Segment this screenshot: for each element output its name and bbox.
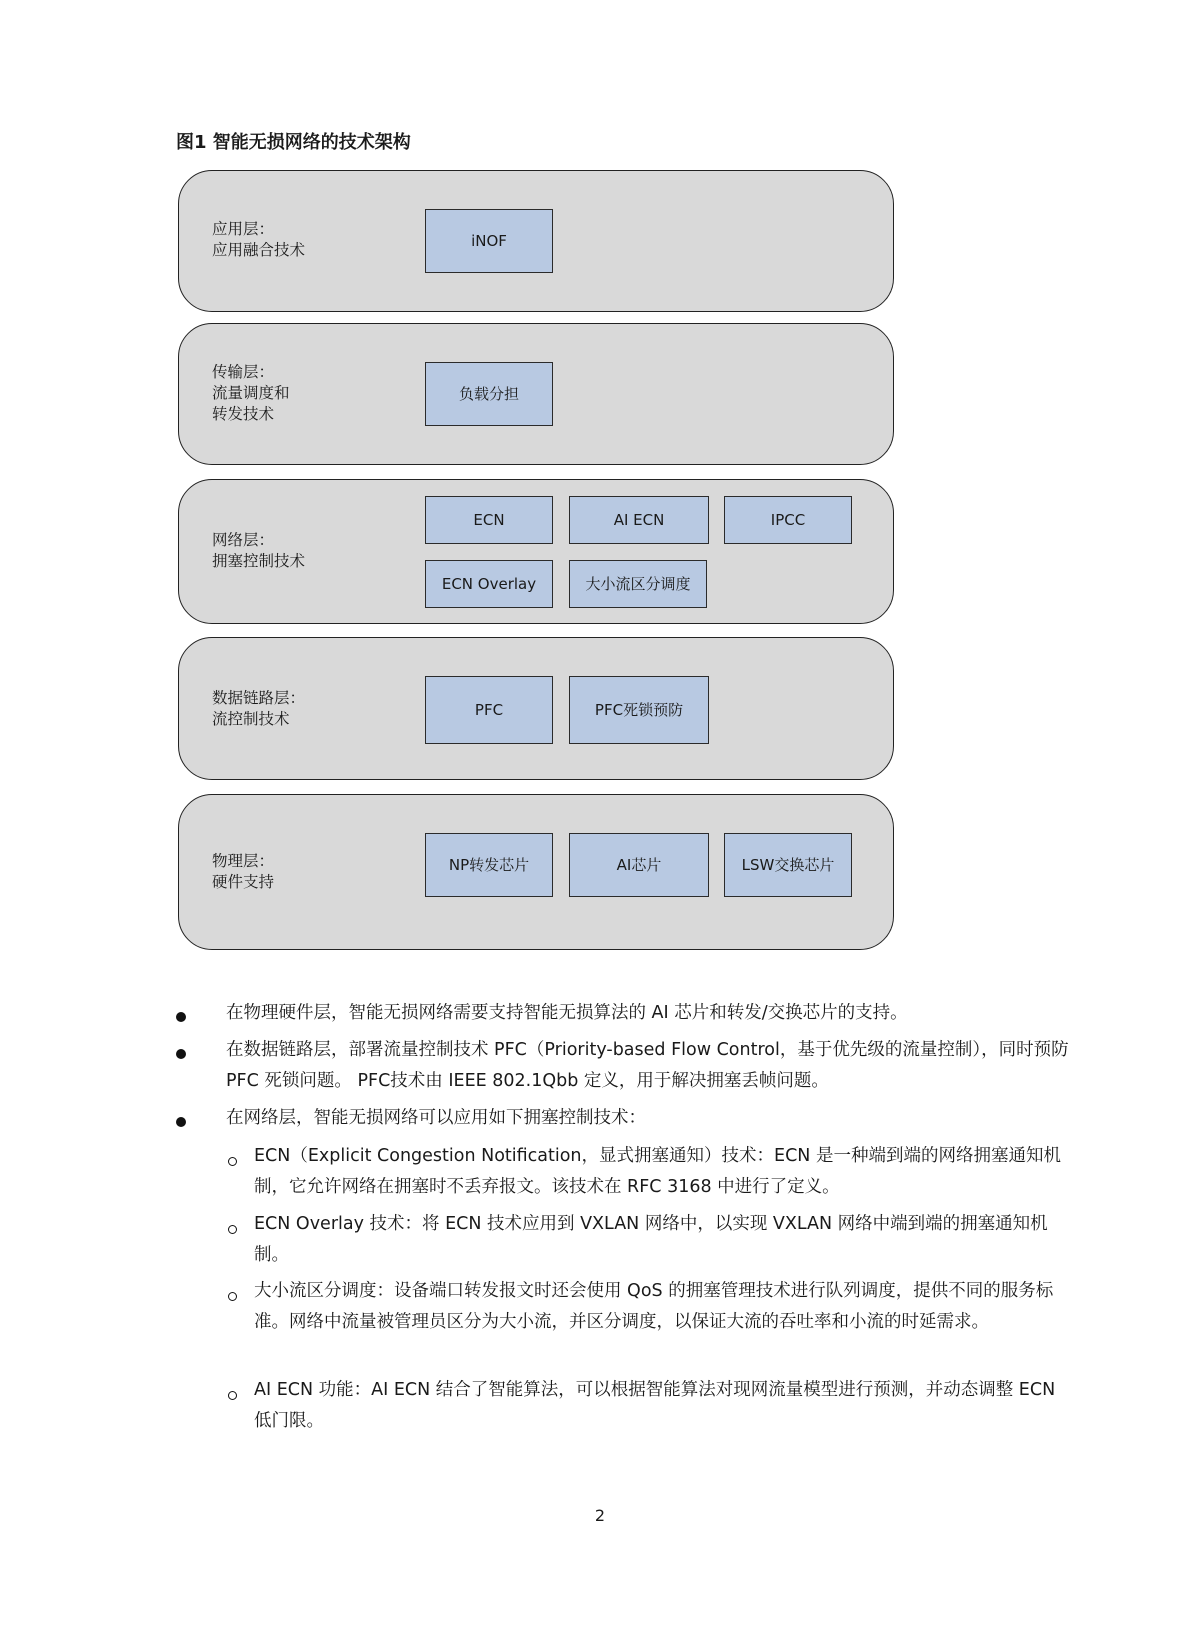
application-layer-label: [212, 219, 305, 261]
bullet-network: 在网络层，智能无损网络可以应用如下拥塞控制技术：: [226, 1108, 646, 1128]
data-link-layer: [178, 637, 894, 780]
layer-label-line: 转发技术: [212, 405, 275, 423]
figure-title: 图1 智能无损网络的技术架构: [176, 132, 411, 153]
layer-label-line: 数据链路层：: [212, 689, 306, 707]
ai-ecn-box: AI ECN: [569, 496, 709, 544]
sub-bullet-flow-scheduling: 大小流区分调度：设备端口转发报文时还会使用 QoS 的拥塞管理技术进行队列调度，提供不同的服务标准。网络中流量被管理员区分为大小流，并区分调度，以保证大流的吞吐率和小流的时延需求。: [254, 1281, 1054, 1332]
layer-label-line: 网络层：: [212, 531, 275, 549]
ecn-overlay-box: ECN Overlay: [425, 560, 553, 608]
bullet-data-link: 在数据链路层，部署流量控制技术 PFC（Priority-based Flow Control，基于优先级的流量控制），同时预防 PFC 死锁问题。 PFC技术由 IEEE 802.1Qbb 定义，用于解决拥塞丢帧问题。: [226, 1040, 1069, 1091]
physical-layer: [178, 794, 894, 950]
layer-label-line: 应用融合技术: [212, 241, 306, 259]
sub-bullet-circle: [228, 1157, 237, 1166]
flow-scheduling-box: 大小流区分调度: [569, 560, 707, 608]
layer-label-line: 物理层：: [212, 852, 275, 870]
network-layer: [178, 479, 894, 624]
sub-bullet-circle: [228, 1225, 237, 1234]
sub-bullet-ecn: ECN（Explicit Congestion Notification，显式拥塞通知）技术：ECN 是一种端到端的网络拥塞通知机制，它允许网络在拥塞时不丢弃报文。该技术在 RFC 3168 中进行了定义。: [254, 1146, 1061, 1197]
layer-label-line: 硬件支持: [212, 873, 275, 891]
bullet-dot: [176, 1012, 186, 1022]
bullet-dot: [176, 1049, 186, 1059]
transport-layer: [178, 323, 894, 465]
sub-bullet-ecn-overlay: ECN Overlay 技术：将 ECN 技术应用到 VXLAN 网络中，以实现 VXLAN 网络中端到端的拥塞通知机制。: [254, 1214, 1048, 1265]
page-number: 2: [594, 1506, 606, 1525]
lsw-chip-box: LSW交换芯片: [724, 833, 852, 897]
pfc-box: PFC: [425, 676, 553, 744]
ai-chip-box: AI芯片: [569, 833, 709, 897]
pfc-deadlock-box: PFC死锁预防: [569, 676, 709, 744]
sub-bullet-circle: [228, 1391, 237, 1400]
layer-label-line: 流控制技术: [212, 710, 290, 728]
np-chip-box: NP转发芯片: [425, 833, 553, 897]
network-layer-label: [212, 530, 305, 572]
ecn-box: ECN: [425, 496, 553, 544]
sub-bullet-ai-ecn: AI ECN 功能：AI ECN 结合了智能算法，可以根据智能算法对现网流量模型进行预测，并动态调整 ECN 低门限。: [254, 1380, 1056, 1431]
transport-layer-label: [212, 362, 290, 425]
application-layer: [178, 170, 894, 312]
inof-box: iNOF: [425, 209, 553, 273]
physical-layer-label: [212, 851, 274, 893]
load-balancing-box: 负载分担: [425, 362, 553, 426]
bullet-physical: 在物理硬件层，智能无损网络需要支持智能无损算法的 AI 芯片和转发/交换芯片的支持。: [226, 1003, 908, 1023]
ipcc-box: IPCC: [724, 496, 852, 544]
data-link-layer-label: [212, 688, 305, 730]
layer-label-line: 应用层：: [212, 220, 275, 238]
layer-label-line: 流量调度和: [212, 384, 290, 402]
layer-label-line: 拥塞控制技术: [212, 552, 306, 570]
bullet-dot: [176, 1117, 186, 1127]
sub-bullet-circle: [228, 1292, 237, 1301]
layer-label-line: 传输层：: [212, 363, 275, 381]
